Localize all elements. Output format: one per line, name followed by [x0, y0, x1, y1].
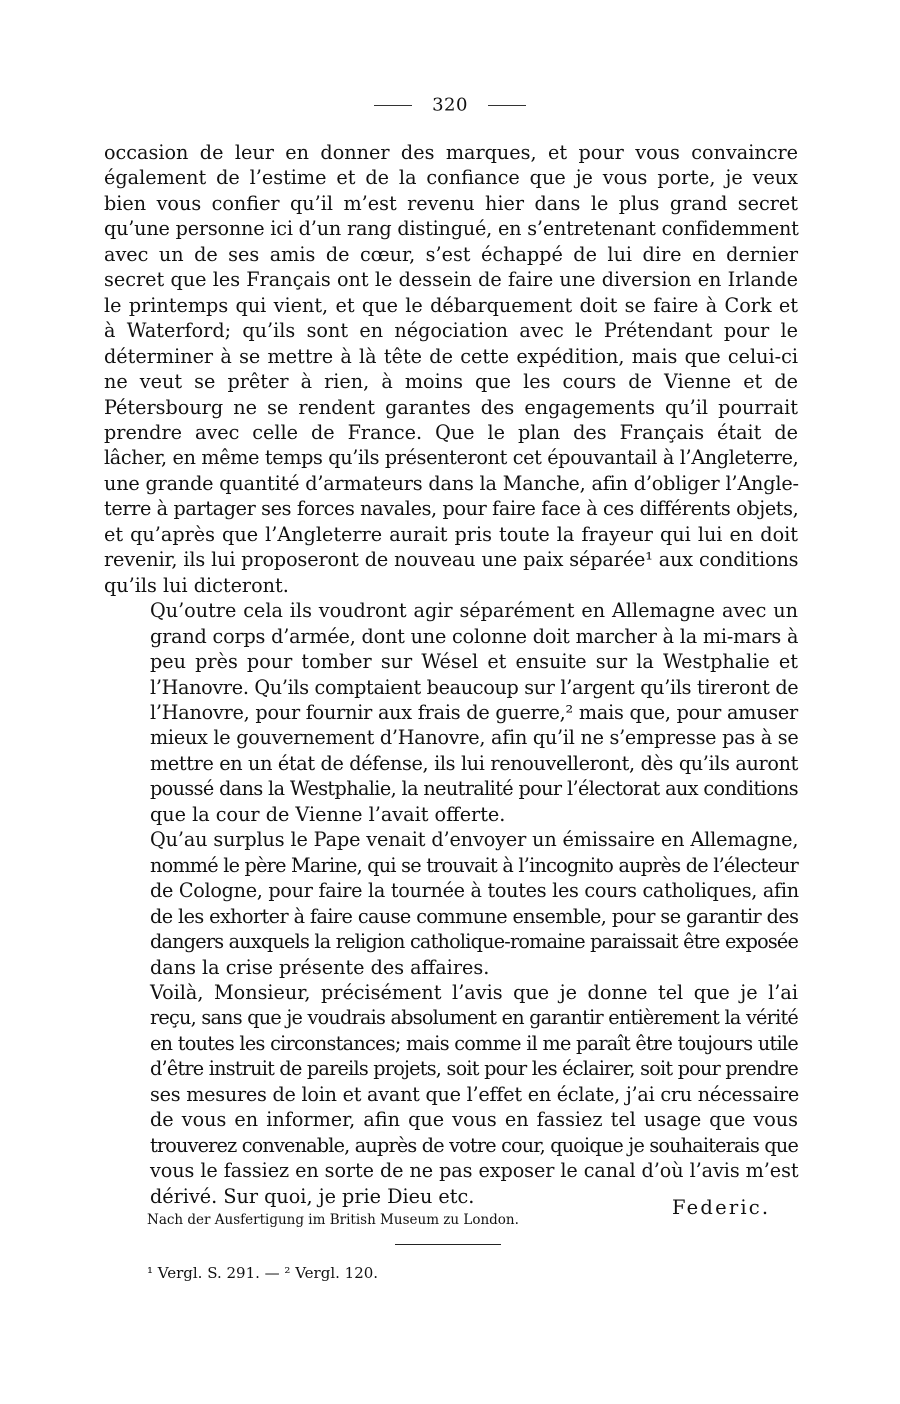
text-line: de vous en informer, afin que vous en fassiez tel usage que vous [150, 1108, 798, 1132]
text-line: secret que les Français ont le dessein de faire une diversion en Irlande [104, 268, 798, 292]
text-line: occasion de leur en donner des marques, et pour vous convaincre [104, 141, 798, 164]
text-line: vous le fassiez en sorte de ne pas exposer le canal d’où l’avis m’est [150, 1159, 799, 1183]
paragraph [104, 827, 798, 980]
text-line: grand corps d’armée, dont une colonne doit marcher à la mi-mars à [150, 624, 799, 648]
text-line: le printemps qui vient, et que le débarquement doit se faire à Cork et [104, 293, 798, 317]
text-line: ne veut se prêter à rien, à moins que les cours de Vienne et de [104, 370, 798, 394]
text-line: trouverez convenable, auprès de votre cour, quoique je souhaiterais que [150, 1133, 798, 1157]
text-line: à Waterford; qu’ils sont en négociation avec le Prétendant pour le [104, 319, 798, 343]
text-line: déterminer à se mettre à là tête de cette expédition, mais que celui-ci [104, 344, 798, 368]
page-number: 320 [432, 94, 468, 116]
text-line: Qu’au surplus le Pape venait d’envoyer un émissaire en Allemagne, [150, 828, 799, 852]
text-line: peu près pour tomber sur Wésel et ensuite sur la Westphalie et [150, 650, 798, 674]
text-line: l’Hanovre, pour fournir aux frais de guerre,² mais que, pour amuser [150, 700, 798, 724]
text-line: de Cologne, pour faire la tournée à toutes les cours catholiques, afin [150, 879, 799, 903]
footnotes: ¹ Vergl. S. 291. — ² Vergl. 120. [147, 1264, 379, 1282]
text-line: bien vous confier qu’il m’est revenu hier dans le plus grand secret [104, 191, 798, 215]
header-dash-left [374, 105, 412, 106]
text-line: Pétersbourg ne se rendent garantes des engagements qu’il pourrait [104, 395, 798, 419]
text-line: mettre en un état de défense, ils lui renouvelleront, dès qu’ils auront [150, 751, 798, 775]
text-line: avec un de ses amis de cœur, s’est échappé de lui dire en dernier [104, 242, 798, 266]
page-header [0, 94, 900, 116]
header-dash-right [488, 105, 526, 106]
text-line: qu’ils lui dicteront. [104, 573, 289, 597]
letter-body [104, 140, 798, 1209]
text-line: reçu, sans que je voudrais absolument en garantir entièrement la vérité [150, 1006, 799, 1030]
text-line: prendre avec celle de France. Que le plan des Français était de [104, 420, 798, 444]
paragraph [104, 140, 798, 598]
paragraph [104, 980, 798, 1209]
text-line: ses mesures de loin et avant que l’effet en éclate, j’ai cru nécessaire [150, 1082, 799, 1106]
text-line: terre à partager ses forces navales, pour faire face à ces différents objets, [104, 497, 799, 521]
text-line: lâcher, en même temps qu’ils présenteront cet épouvantail à l’Angleterre, [104, 446, 799, 470]
text-line: en toutes les circonstances; mais comme il me paraît être toujours utile [150, 1031, 798, 1055]
footnote-divider [395, 1244, 501, 1245]
text-line: Qu’outre cela ils voudront agir séparément en Allemagne avec un [150, 599, 798, 623]
text-line: de les exhorter à faire cause commune ensemble, pour se garantir des [150, 904, 799, 928]
text-line: poussé dans la Westphalie, la neutralité pour l’électorat aux conditions [150, 777, 798, 801]
text-line: l’Hanovre. Qu’ils comptaient beaucoup sur l’argent qu’ils tireront de [150, 675, 799, 699]
text-line: une grande quantité d’armateurs dans la Manche, afin d’obliger l’Angle- [104, 471, 799, 495]
text-line: revenir, ils lui proposeront de nouveau une paix séparée¹ aux conditions [104, 548, 799, 572]
text-line: mieux le gouvernement d’Hanovre, afin qu’il ne s’empresse pas à se [150, 726, 799, 750]
source-note: Nach der Ausfertigung im British Museum zu London. [147, 1212, 519, 1228]
text-line: dangers auxquels la religion catholique-romaine paraissait être exposée [150, 930, 799, 954]
signature: Federic. [672, 1196, 771, 1219]
text-line: dérivé. Sur quoi, je prie Dieu etc. [150, 1184, 475, 1208]
text-line: et qu’après que l’Angleterre aurait pris toute la frayeur qui lui en doit [104, 522, 798, 546]
text-line: Voilà, Monsieur, précisément l’avis que je donne tel que je l’ai [150, 980, 798, 1004]
text-line: qu’une personne ici d’un rang distingué, en s’entretenant confidemment [104, 217, 799, 241]
text-line: d’être instruit de pareils projets, soit pour les éclairer, soit pour prendre [150, 1057, 798, 1081]
text-line: nommé le père Marine, qui se trouvait à l’incognito auprès de l’électeur [150, 853, 798, 877]
text-line: également de l’estime et de la confiance que je vous porte, je veux [104, 166, 798, 190]
text-line: dans la crise présente des affaires. [150, 955, 490, 979]
paragraph [104, 598, 798, 827]
text-line: que la cour de Vienne l’avait offerte. [150, 802, 506, 826]
